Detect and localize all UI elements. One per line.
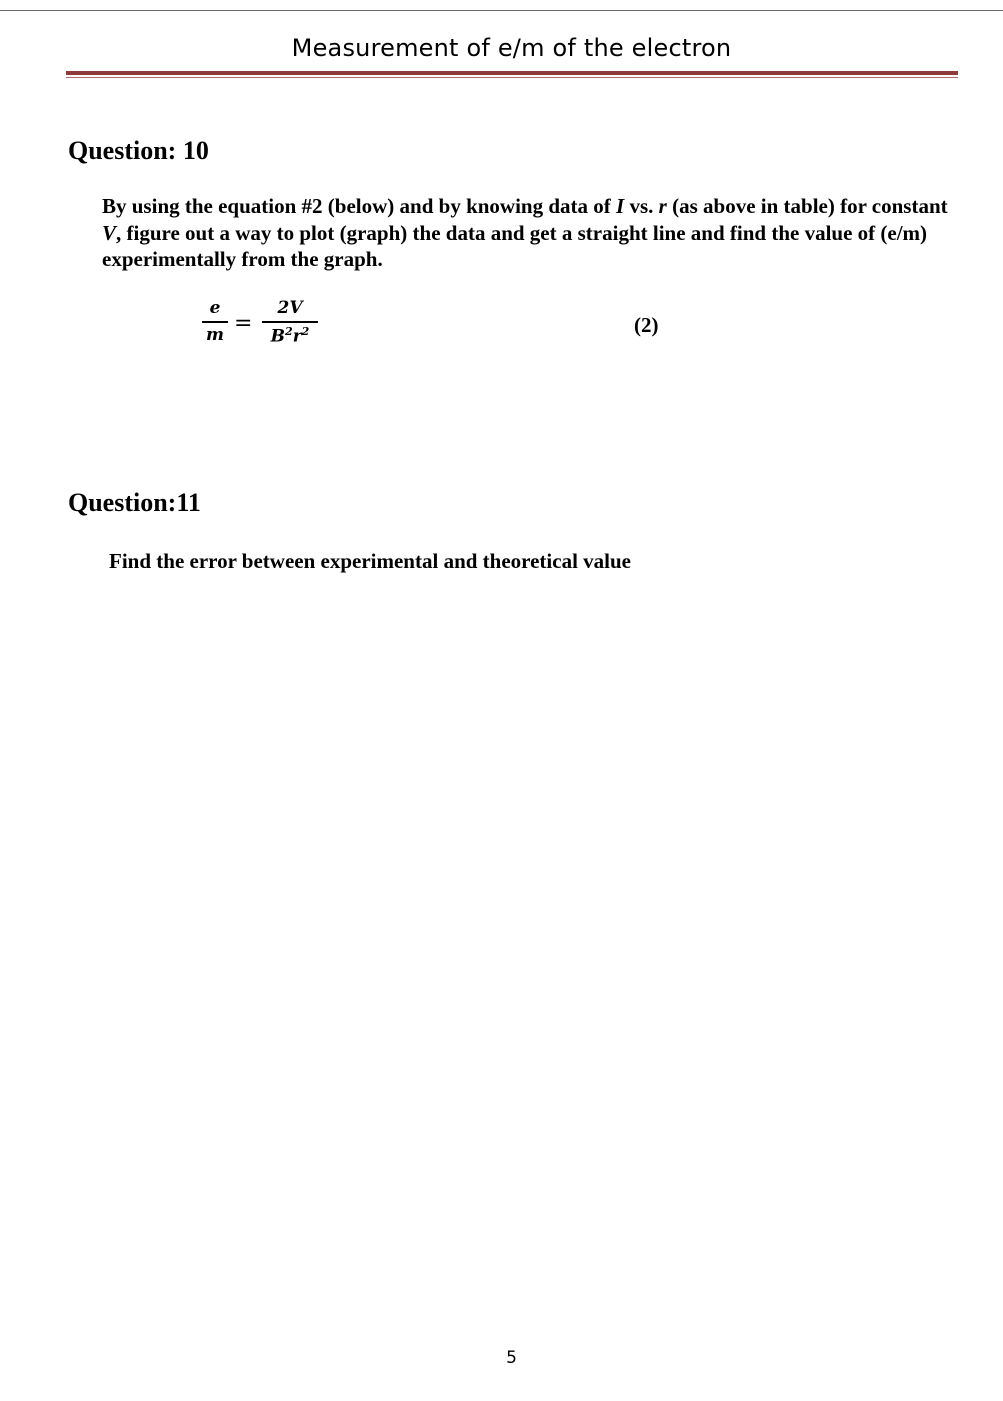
header-rule	[66, 71, 958, 75]
fraction-bar	[262, 321, 318, 323]
equation-number: (2)	[634, 313, 659, 337]
equation-rhs-fraction	[262, 298, 318, 347]
question-10-text-part: By using the equation #2 (below) and by knowing data of	[102, 194, 617, 218]
question-11-heading: Question:11	[68, 488, 201, 517]
equation-lhs-numerator: e	[209, 298, 221, 318]
variable-voltage: V	[102, 220, 117, 245]
question-10-heading: Question: 10	[68, 136, 209, 165]
equation-lhs-fraction	[202, 298, 228, 345]
question-10-text-part: (as above in table) for constant	[666, 194, 948, 218]
equation-rhs-denominator	[262, 325, 318, 347]
page-number: 5	[506, 1348, 517, 1368]
fraction-bar	[202, 321, 228, 323]
equation-rhs-numerator: 2V	[277, 298, 303, 318]
magnetic-field-symbol: B	[270, 326, 286, 347]
page-top-border	[0, 10, 1003, 11]
question-10-text	[102, 193, 962, 273]
exponent: 2	[285, 325, 293, 338]
equation-lhs-denominator: m	[206, 325, 224, 345]
variable-radius: r	[658, 194, 667, 218]
document-header-title: Measurement of e/m of the electron	[291, 34, 732, 62]
equals-sign: =	[234, 311, 253, 336]
question-10-text-part: , figure out a way to plot (graph) the data and get a straight line and find the value of (e/m) experimentally from the graph.	[102, 220, 928, 271]
exponent: 2	[301, 325, 310, 338]
variable-current: I	[616, 194, 625, 218]
header-rule-thin	[66, 77, 958, 78]
question-10-text-part: vs.	[624, 194, 659, 218]
question-11-text: Find the error between experimental and theoretical value	[109, 549, 631, 573]
radius-symbol: r	[292, 326, 302, 347]
